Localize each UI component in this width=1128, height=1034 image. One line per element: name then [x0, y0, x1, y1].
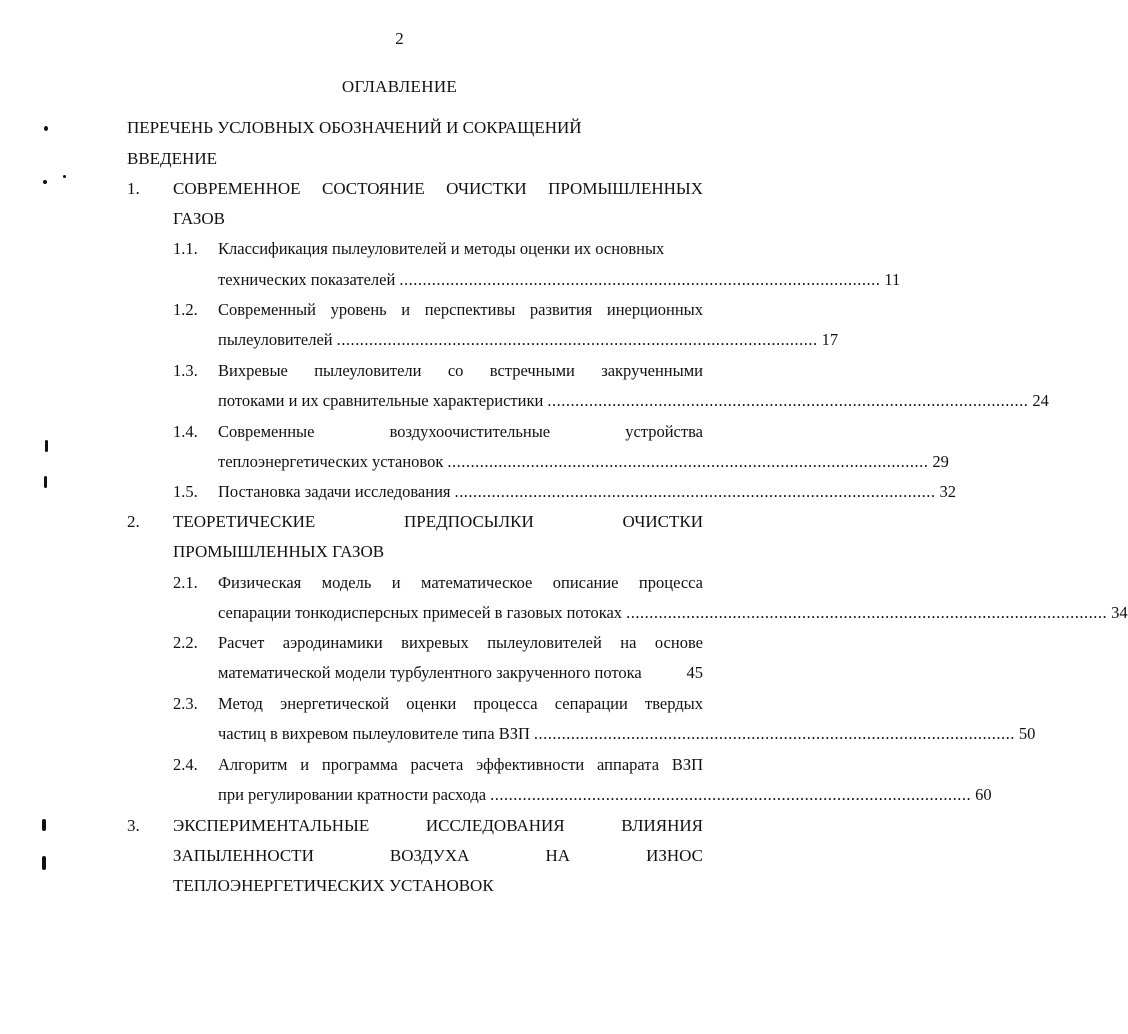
title-word: аппарата — [597, 755, 660, 774]
title-word: программа — [321, 755, 398, 774]
scan-mark — [44, 126, 48, 131]
title-word: СОВРЕМЕННОЕ — [173, 179, 301, 198]
section-1-1-entry — [218, 269, 901, 291]
scan-mark — [42, 856, 46, 870]
title-word: эффективности — [476, 755, 585, 774]
title-word: НА — [545, 846, 571, 865]
title-word: сепарации — [554, 694, 628, 713]
title-word: процесса — [473, 694, 538, 713]
title-word: ВЗП — [671, 755, 703, 774]
section-2-1-title — [218, 572, 703, 594]
leader-dots: ........................................................................................................ — [447, 452, 929, 471]
title-word: пылеуловители — [314, 361, 422, 380]
title-word: вихревых — [401, 633, 469, 652]
chapter-3-title — [173, 815, 703, 837]
chapter-1-title-cont: ГАЗОВ — [173, 209, 225, 228]
section-2-1-number: 2.1. — [173, 573, 198, 592]
scan-mark — [45, 440, 48, 452]
title-word: уровень — [330, 300, 387, 319]
section-1-4-entry — [218, 451, 949, 473]
title-word: ВЛИЯНИЯ — [621, 816, 703, 835]
title-word: развития — [529, 300, 593, 319]
chapter-1-number: 1. — [127, 179, 140, 198]
title-word: основе — [654, 633, 703, 652]
chapter-3-title-line2 — [173, 845, 703, 867]
chapter-2-title — [173, 511, 703, 533]
section-2-3-page: 50 — [1018, 724, 1036, 743]
section-2-2-number: 2.2. — [173, 633, 198, 652]
section-1-1-number: 1.1. — [173, 239, 198, 258]
title-word: Современные — [218, 422, 315, 441]
title-word: аэродинамики — [282, 633, 383, 652]
section-1-3-page: 24 — [1032, 391, 1049, 410]
title-word: Вихревые — [218, 361, 288, 380]
scan-mark — [44, 476, 47, 488]
leader-dots: ........................................................................................................ — [399, 270, 881, 289]
leader-dots: ........................................................................................................ — [336, 330, 818, 349]
section-2-4-entry — [218, 784, 992, 806]
title-word: ПРОМЫШЛЕННЫХ — [548, 179, 703, 198]
title-word: СОСТОЯНИЕ — [321, 179, 425, 198]
toc-introduction: ВВЕДЕНИЕ — [127, 149, 217, 168]
section-1-5-page: 32 — [939, 482, 956, 501]
page-number: 2 — [395, 29, 404, 48]
toc-notation: ПЕРЕЧЕНЬ УСЛОВНЫХ ОБОЗНАЧЕНИЙ И СОКРАЩЕНИЙ — [127, 118, 582, 137]
section-2-3-title-cont: частиц в вихревом пылеуловителе типа ВЗП — [218, 724, 530, 743]
leader-dots: ........................................................................................................ — [454, 482, 936, 501]
title-word: ИССЛЕДОВАНИЯ — [425, 816, 565, 835]
title-word: ОЧИСТКИ — [622, 512, 703, 531]
section-1-3-number: 1.3. — [173, 361, 198, 380]
section-2-4-title — [218, 754, 703, 776]
section-1-5-number: 1.5. — [173, 482, 198, 501]
leader-dots: ........................................................................................................ — [533, 724, 1015, 743]
scan-mark — [43, 180, 47, 184]
section-2-2-entry — [218, 662, 703, 684]
chapter-3-title-cont: ТЕПЛОЭНЕРГЕТИЧЕСКИХ УСТАНОВОК — [173, 876, 494, 895]
section-1-3-title-cont: потоками и их сравнительные характеристики — [218, 391, 544, 410]
section-1-2-number: 1.2. — [173, 300, 198, 319]
section-1-4-number: 1.4. — [173, 422, 198, 441]
section-1-2-entry — [218, 329, 839, 351]
title-word: воздухоочистительные — [389, 422, 551, 441]
title-word: ТЕОРЕТИЧЕСКИЕ — [173, 512, 316, 531]
title-word: устройства — [625, 422, 703, 441]
section-2-1-entry — [218, 602, 1128, 624]
title-word: математическое — [421, 573, 533, 592]
title-word: ИЗНОС — [646, 846, 703, 865]
title-word: и — [401, 300, 411, 319]
title-word: процесса — [638, 573, 703, 592]
section-1-3-entry — [218, 390, 1049, 412]
section-2-4-number: 2.4. — [173, 755, 198, 774]
section-2-2-title — [218, 632, 703, 654]
section-1-4-page: 29 — [932, 452, 949, 471]
section-1-5-entry — [218, 481, 956, 503]
title-word: ОЧИСТКИ — [446, 179, 527, 198]
title-word: Алгоритм — [218, 755, 288, 774]
title-word: энергетической — [280, 694, 390, 713]
section-1-2-title — [218, 299, 703, 321]
title-word: ВОЗДУХА — [389, 846, 470, 865]
title-word: Современный — [218, 300, 316, 319]
title-word: ЗАПЫЛЕННОСТИ — [173, 846, 314, 865]
chapter-2-number: 2. — [127, 512, 140, 531]
title-word: расчета — [410, 755, 464, 774]
section-1-1-page: 11 — [884, 270, 901, 289]
title-word: ПРЕДПОСЫЛКИ — [404, 512, 534, 531]
section-2-4-title-cont: при регулировании кратности расхода — [218, 785, 487, 804]
section-2-2-title-cont: математической модели турбулентного закрученного потока — [218, 663, 642, 682]
leader-dots: ........................................................................................................ — [547, 391, 1029, 410]
leader-dots: ........................................................................................................ — [490, 785, 972, 804]
title-word: и — [300, 755, 310, 774]
section-1-4-title-cont: теплоэнергетических установок — [218, 452, 444, 471]
title-word: и — [391, 573, 401, 592]
section-2-1-page: 34 — [1111, 603, 1128, 622]
title-word: перспективы — [424, 300, 516, 319]
leader-dots: ........................................................................................................ — [626, 603, 1108, 622]
scan-mark — [63, 175, 66, 178]
section-2-3-entry — [218, 723, 1036, 745]
title-word: инерционных — [606, 300, 703, 319]
section-1-1-title: Классификация пылеуловителей и методы оценки их основных — [218, 239, 665, 258]
section-1-2-page: 17 — [821, 330, 839, 349]
section-2-3-number: 2.3. — [173, 694, 198, 713]
title-word: встречными — [489, 361, 575, 380]
section-2-3-title — [218, 693, 703, 715]
chapter-1-title — [173, 178, 703, 200]
chapter-3-number: 3. — [127, 816, 140, 835]
title-word: описание — [552, 573, 619, 592]
title-word: модель — [321, 573, 372, 592]
section-2-4-page: 60 — [975, 785, 992, 804]
scan-mark — [42, 819, 46, 831]
title-word: пылеуловителей — [487, 633, 602, 652]
page-title: ОГЛАВЛЕНИЕ — [341, 77, 458, 96]
title-word: оценки — [406, 694, 457, 713]
section-1-4-title — [218, 421, 703, 443]
title-word: Физическая — [218, 573, 302, 592]
title-word: закрученными — [601, 361, 703, 380]
section-1-3-title — [218, 360, 703, 382]
title-word: твердых — [645, 694, 703, 713]
title-word: ЭКСПЕРИМЕНТАЛЬНЫЕ — [173, 816, 370, 835]
section-1-2-title-cont: пылеуловителей — [218, 330, 333, 349]
section-1-1-title-cont: технических показателей — [218, 270, 396, 289]
section-1-5-title: Постановка задачи исследования — [218, 482, 451, 501]
section-2-2-page: 45 — [686, 663, 703, 682]
title-word: Расчет — [218, 633, 265, 652]
title-word: на — [620, 633, 637, 652]
chapter-2-title-cont: ПРОМЫШЛЕННЫХ ГАЗОВ — [173, 542, 385, 561]
leader-dots — [644, 662, 685, 684]
section-2-1-title-cont: сепарации тонкодисперсных примесей в газовых потоках — [218, 603, 623, 622]
title-word: Метод — [218, 694, 263, 713]
title-word: со — [447, 361, 464, 380]
